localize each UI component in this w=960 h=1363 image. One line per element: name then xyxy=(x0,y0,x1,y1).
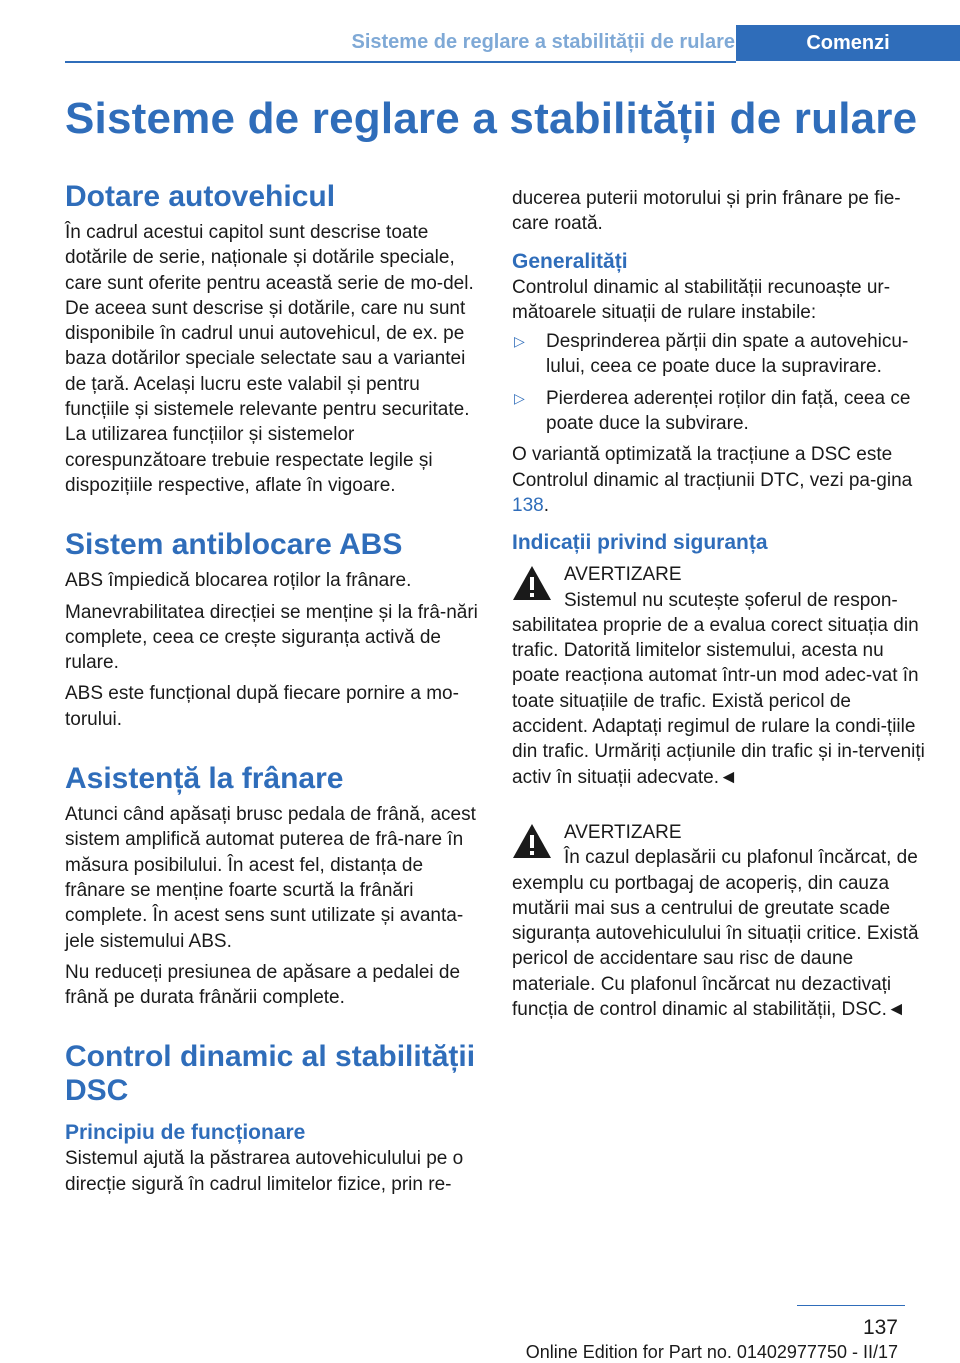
list-item-text: Pierderea aderenței roților din față, ceea ce poate duce la subvirare. xyxy=(546,387,911,435)
header-section-name: Sisteme de reglare a stabilității de rulare xyxy=(351,31,735,53)
running-header xyxy=(65,25,960,61)
paragraph-abs-1: ABS împiedică blocarea roților la frânare. xyxy=(65,570,412,592)
paragraph-principiu: Sistemul ajută la păstrarea autovehiculului pe o direcție sigură în cadrul limitelor fizice, prin re- xyxy=(65,1148,464,1195)
paragraph-dtc xyxy=(512,442,932,518)
warning-triangle-icon xyxy=(512,564,552,602)
list-item-text: Desprinderea părții din spate a autovehicu-lului, ceea ce poate duce la supravirare. xyxy=(546,331,909,378)
warning-title: AVERTIZARE xyxy=(564,564,682,586)
list-item xyxy=(512,329,932,380)
paragraph-generalitati: Controlul dinamic al stabilității recunoaște ur-mătoarele situații de rulare instabile: xyxy=(512,276,891,323)
heading-indicatii: Indicații privind siguranța xyxy=(512,531,768,555)
right-column xyxy=(512,186,932,1022)
dtc-text: O variantă optimizată la tracțiune a DSC este Controlul dinamic al tracțiunii DTC, vezi pa-gina xyxy=(512,444,913,491)
page-title: Sisteme de reglare a stabilității de rulare xyxy=(65,94,918,143)
warning-text-first: Sistemul nu scutește șoferul de respon- xyxy=(564,589,898,611)
heading-principiu: Principiu de funcționare xyxy=(65,1121,306,1145)
dtc-text-end: . xyxy=(543,494,549,516)
heading-abs: Sistem antiblocare ABS xyxy=(65,528,403,562)
warning-title: AVERTIZARE xyxy=(564,821,682,843)
warning-block-2 xyxy=(512,820,932,1022)
page-link-138[interactable]: 138 xyxy=(512,494,544,516)
warning-text: sabilitatea proprie de a evalua corect situația din trafic. Datorită limitelor sistemului, acesta nu poate reacționa automat într-un mod adec-vat în toate situațiile de trafic. Există pericol de accident. Adaptați regimul de rulare la condi-țiile din trafic. Urmăriți acțiunile din trafic și in-terveniți activ în situații adecvate.◄ xyxy=(512,614,925,788)
paragraph-dotare: În cadrul acestui capitol sunt descrise toate dotările de serie, naționale și dotările speciale, care sunt oferite pentru această serie de mo-del. De aceea sunt descrise și dotările, care nu sunt disponibile în cadrul unui autovehicul, de ex. pe baza dotărilor speciale selectate sau a variantei de țară. Același lucru este valabil și pentru funcțiile și sistemele relevante pentru securitate. La utilizarea funcțiilor și sistemelor corespunzătoare trebuie respectate legile și dispozițiile respective, aflate în vigoare. xyxy=(65,222,474,496)
warning-text: exemplu cu portbagaj de acoperiș, din cauza mutării mai sus a centrului de greutate scade siguranța autovehiculului în situații critice. Există pericol de accidentare sau risc de daune materiale. Cu plafonul încărcat nu dezactivați funcția de control dinamic al stabilității, DSC.◄ xyxy=(512,872,919,1021)
header-rule xyxy=(65,61,736,63)
heading-asistenta: Asistență la frânare xyxy=(65,762,344,796)
heading-dsc: Control dinamic al stabilității DSC xyxy=(65,1040,476,1108)
warning-triangle-icon xyxy=(512,822,552,860)
page-number: 137 xyxy=(862,1316,898,1339)
paragraph-asistenta-1: Atunci când apăsați brusc pedala de frână, acest sistem amplifică automat puterea de frâ-nare în măsura posibilului. În acest fel, distanța de frânare se menține foarte scurtă la frânări complete. În acest sens sunt utilizate și avanta-jele sistemului ABS. xyxy=(65,804,476,952)
heading-dotare: Dotare autovehicul xyxy=(65,180,336,213)
paragraph-continuation: ducerea puterii motorului și prin frânare pe fie-care roată. xyxy=(512,188,901,235)
paragraph-abs-2: Manevrabilitatea direcției se menține și la frâ-nări complete, ceea ce crește siguranța activă de rulare. xyxy=(65,601,478,674)
situations-list xyxy=(512,329,932,436)
paragraph-asistenta-2: Nu reduceți presiunea de apăsare a pedalei de frână pe durata frânării complete. xyxy=(65,961,461,1009)
paragraph-abs-3: ABS este funcțional după fiecare pornire a mo-torului. xyxy=(65,683,459,730)
warning-block-1 xyxy=(512,562,932,790)
triangle-right-outline-icon: ▷ xyxy=(514,333,525,350)
left-column xyxy=(65,180,485,1197)
footer-rule xyxy=(797,1305,905,1306)
heading-generalitati: Generalități xyxy=(512,249,628,273)
list-item xyxy=(512,386,932,437)
triangle-right-outline-icon: ▷ xyxy=(514,389,525,406)
footer-edition: Online Edition for Part no. 01402977750 - II/17 xyxy=(525,1342,898,1362)
header-chapter-tab: Comenzi xyxy=(736,25,960,61)
warning-text-first: În cazul deplasării cu plafonul încărcat, de xyxy=(564,847,918,869)
